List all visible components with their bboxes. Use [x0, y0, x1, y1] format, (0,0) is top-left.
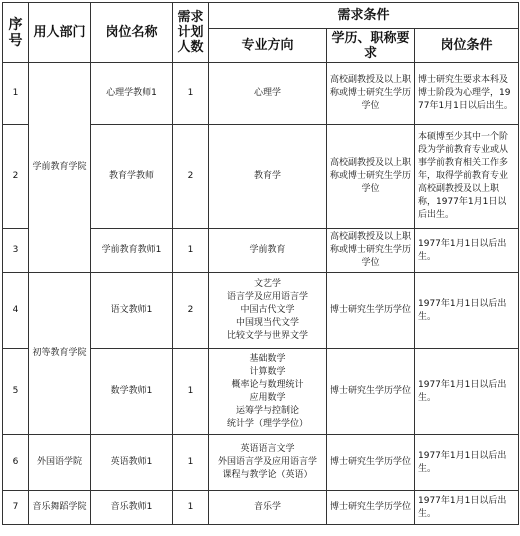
recruitment-table — [2, 2, 519, 525]
cell-degree: 高校副教授及以上职称或博士研究生学历学位 — [327, 125, 415, 229]
cell-headcount: 1 — [173, 63, 209, 125]
cell-requirements: 1977年1月1日以后出生。 — [415, 229, 519, 273]
cell-requirements: 1977年1月1日以后出生。 — [415, 491, 519, 525]
header-dept: 用人部门 — [29, 3, 91, 63]
cell-position: 语文教师1 — [91, 273, 173, 349]
cell-position: 英语教师1 — [91, 435, 173, 491]
cell-headcount: 2 — [173, 125, 209, 229]
cell-position: 教育学教师 — [91, 125, 173, 229]
cell-headcount: 1 — [173, 229, 209, 273]
cell-major: 学前教育 — [209, 229, 327, 273]
header-position: 岗位名称 — [91, 3, 173, 63]
cell-headcount: 2 — [173, 273, 209, 349]
cell-seq: 3 — [3, 229, 29, 273]
cell-major: 音乐学 — [209, 491, 327, 525]
cell-requirements: 本硕博至少其中一个阶段为学前教育专业或从事学前教育相关工作多年，取得学前教育专业高校副教授及以上职称，1977年1月1日以后出生。 — [415, 125, 519, 229]
cell-requirements: 1977年1月1日以后出生。 — [415, 273, 519, 349]
cell-position: 数学教师1 — [91, 349, 173, 435]
header-requirements: 岗位条件 — [415, 29, 519, 63]
header-major: 专业方向 — [209, 29, 327, 63]
header-degree: 学历、职称要求 — [327, 29, 415, 63]
cell-dept: 学前教育学院 — [29, 63, 91, 273]
cell-headcount: 1 — [173, 349, 209, 435]
header-conditions: 需求条件 — [209, 3, 519, 29]
cell-seq: 1 — [3, 63, 29, 125]
cell-position: 音乐教师1 — [91, 491, 173, 525]
cell-major: 教育学 — [209, 125, 327, 229]
cell-degree: 博士研究生学历学位 — [327, 273, 415, 349]
table-row — [3, 273, 519, 349]
cell-requirements: 1977年1月1日以后出生。 — [415, 349, 519, 435]
cell-position: 心理学教师1 — [91, 63, 173, 125]
cell-headcount: 1 — [173, 491, 209, 525]
cell-seq: 6 — [3, 435, 29, 491]
cell-major: 文艺学 语言学及应用语言学 中国古代文学 中国现当代文学 比较文学与世界文学 — [209, 273, 327, 349]
cell-degree: 高校副教授及以上职称或博士研究生学历学位 — [327, 63, 415, 125]
cell-dept: 音乐舞蹈学院 — [29, 491, 91, 525]
cell-seq: 4 — [3, 273, 29, 349]
cell-seq: 2 — [3, 125, 29, 229]
cell-degree: 博士研究生学历学位 — [327, 491, 415, 525]
table-row — [3, 435, 519, 491]
cell-degree: 高校副教授及以上职称或博士研究生学历学位 — [327, 229, 415, 273]
cell-dept: 外国语学院 — [29, 435, 91, 491]
cell-dept: 初等教育学院 — [29, 273, 91, 435]
cell-headcount: 1 — [173, 435, 209, 491]
header-headcount: 需求计划人数 — [173, 3, 209, 63]
cell-degree: 博士研究生学历学位 — [327, 349, 415, 435]
cell-major: 英语语言文学 外国语言学及应用语言学 课程与教学论（英语） — [209, 435, 327, 491]
cell-degree: 博士研究生学历学位 — [327, 435, 415, 491]
header-seq: 序号 — [3, 3, 29, 63]
cell-major: 基础数学 计算数学 概率论与数理统计 应用数学 运筹学与控制论 统计学（理学学位） — [209, 349, 327, 435]
table-row — [3, 63, 519, 125]
cell-seq: 7 — [3, 491, 29, 525]
cell-seq: 5 — [3, 349, 29, 435]
table-row — [3, 491, 519, 525]
cell-major: 心理学 — [209, 63, 327, 125]
cell-requirements: 1977年1月1日以后出生。 — [415, 435, 519, 491]
cell-position: 学前教育教师1 — [91, 229, 173, 273]
cell-requirements: 博士研究生要求本科及博士阶段为心理学，1977年1月1日以后出生。 — [415, 63, 519, 125]
